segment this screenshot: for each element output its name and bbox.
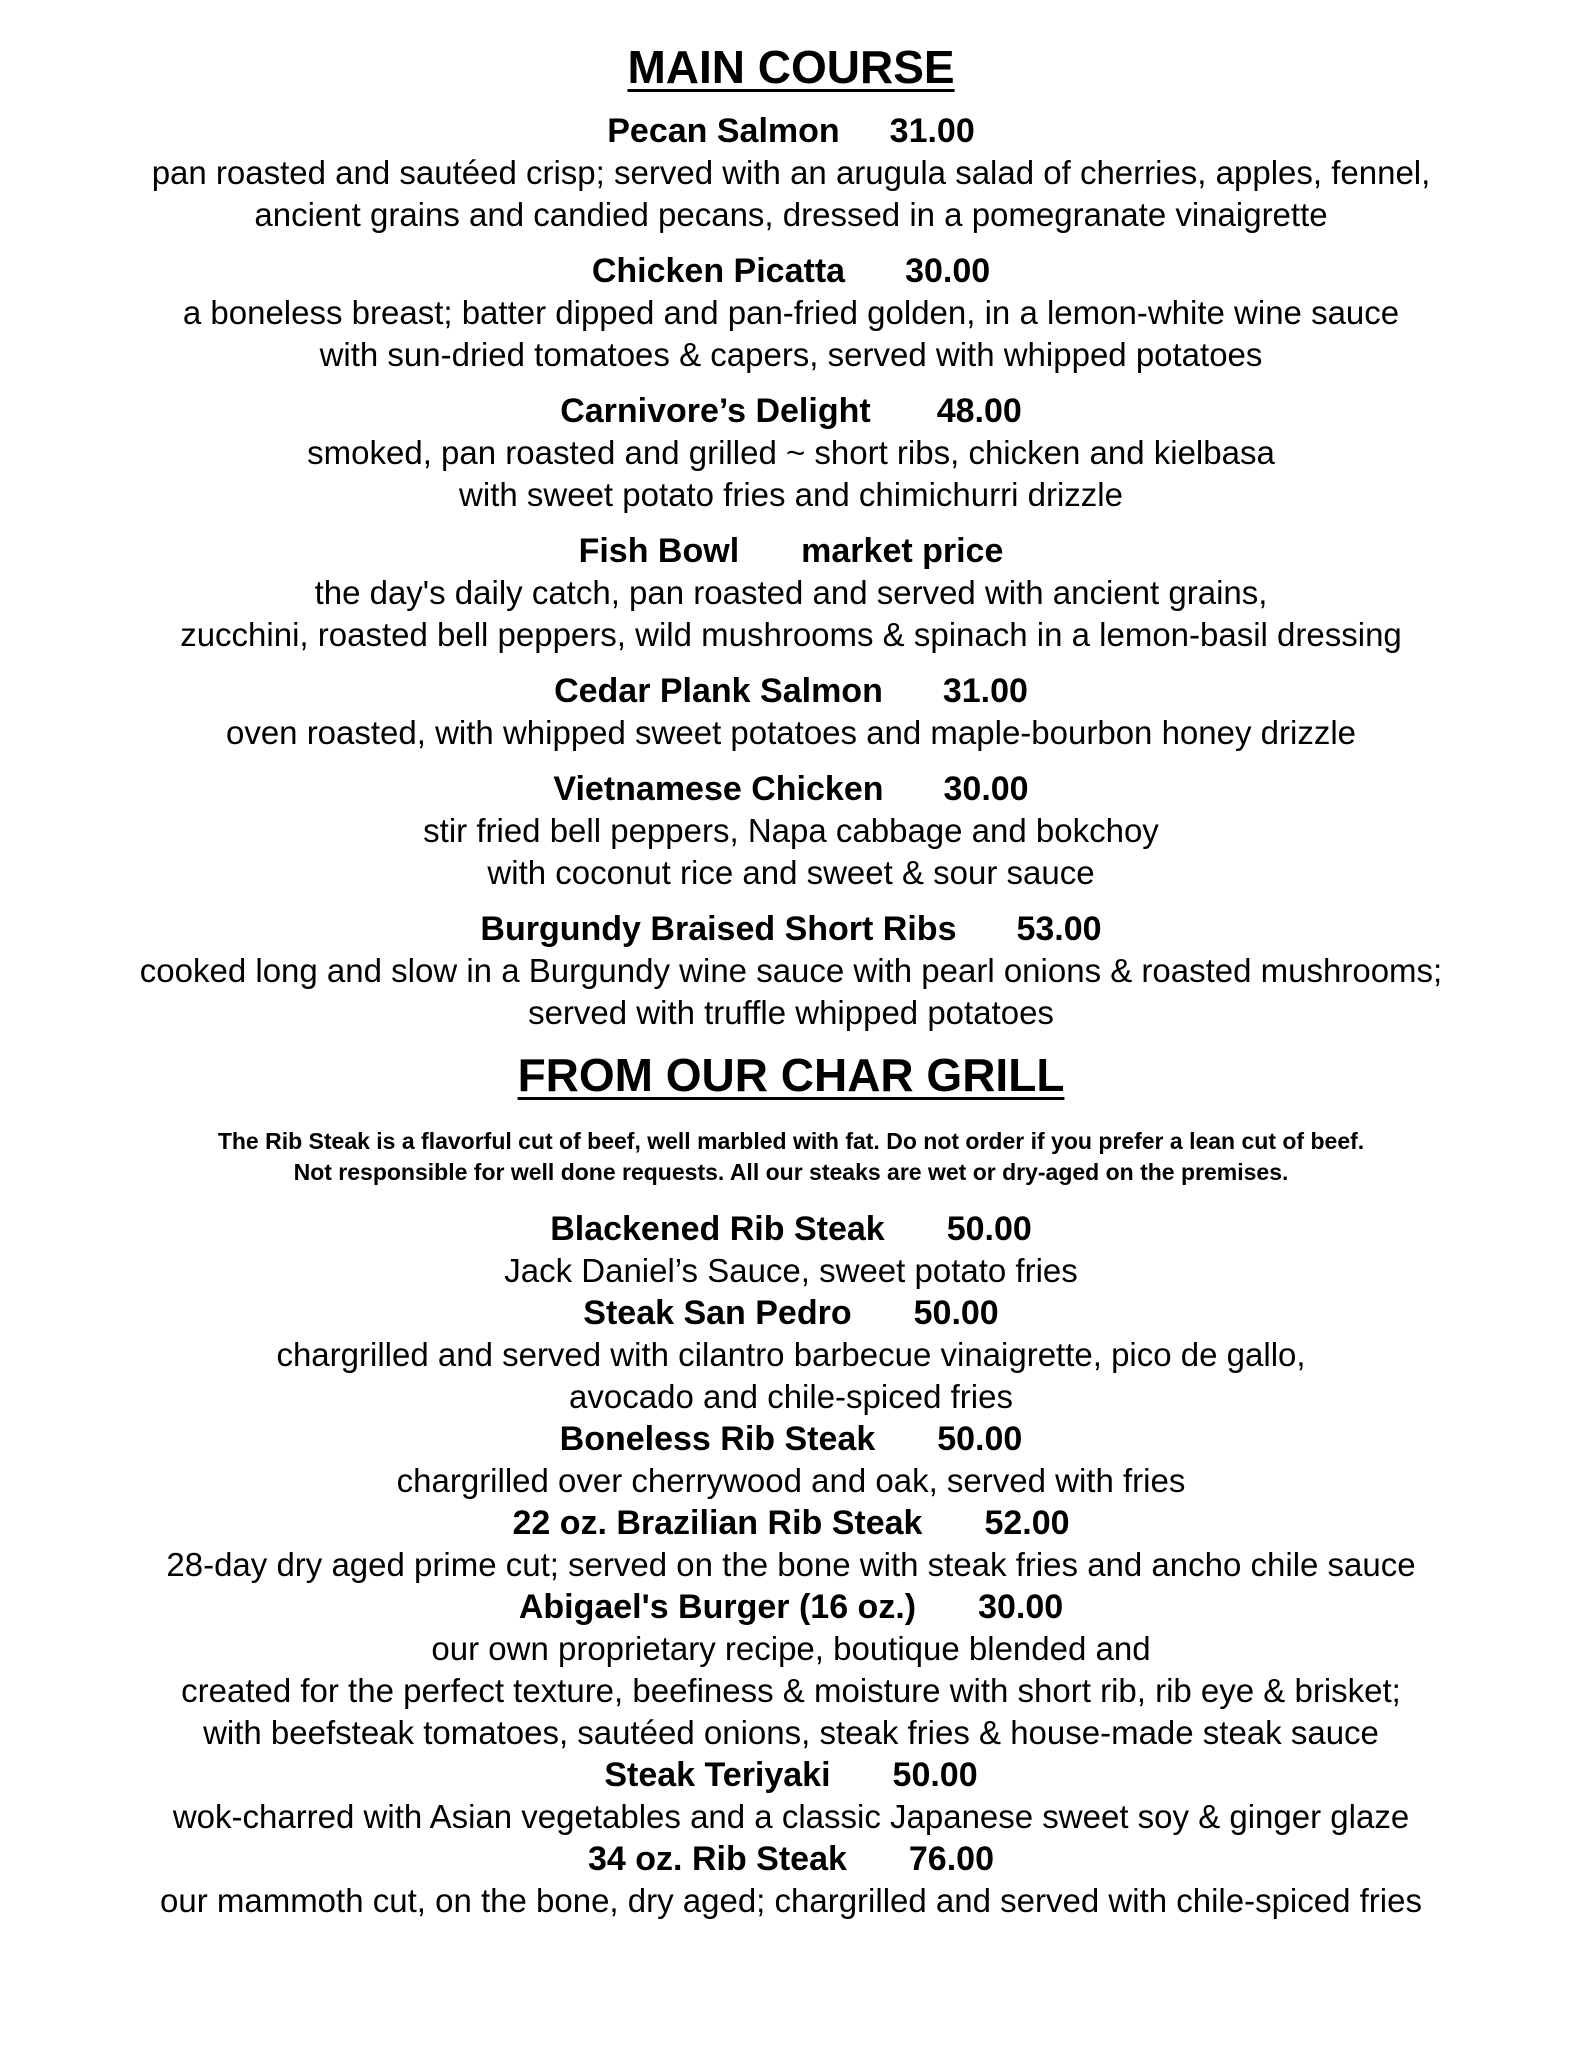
menu-item-header xyxy=(0,1586,1582,1628)
menu-item-name: Steak San Pedro xyxy=(583,1294,852,1332)
menu-item-description: created for the perfect texture, beefiness & moisture with short rib, rib eye & brisket; xyxy=(181,1672,1401,1709)
menu-item-price: market price xyxy=(801,532,1004,570)
menu-item-price: 31.00 xyxy=(942,672,1028,710)
menu-item-name: Chicken Picatta xyxy=(591,252,846,290)
menu-item-price: 53.00 xyxy=(1016,910,1102,948)
menu-item-name: 22 oz. Brazilian Rib Steak xyxy=(512,1504,923,1542)
menu-item-name: Pecan Salmon xyxy=(607,112,840,150)
menu-item xyxy=(0,1502,1582,1586)
menu-item-description: avocado and chile-spiced fries xyxy=(569,1378,1013,1415)
menu-item-name: 34 oz. Rib Steak xyxy=(588,1840,847,1878)
menu-item-name: Blackened Rib Steak xyxy=(550,1210,885,1248)
menu-item-description: pan roasted and sautéed crisp; served with an arugula salad of cherries, apples, fennel, xyxy=(151,154,1431,191)
menu-item-price: 50.00 xyxy=(946,1210,1032,1248)
section-title-main-course: MAIN COURSE xyxy=(627,41,955,93)
menu-item-description: ancient grains and candied pecans, dressed in a pomegranate vinaigrette xyxy=(254,196,1328,233)
menu-item-header xyxy=(0,670,1582,712)
menu-item-header xyxy=(0,110,1582,152)
menu-item xyxy=(0,1754,1582,1838)
menu-item-description: cooked long and slow in a Burgundy wine sauce with pearl onions & roasted mushrooms; xyxy=(139,952,1443,989)
menu-item-price: 31.00 xyxy=(889,112,975,150)
menu-item-price: 30.00 xyxy=(978,1588,1064,1626)
section-title-char-grill: FROM OUR CHAR GRILL xyxy=(517,1049,1065,1101)
menu-item-description: the day's daily catch, pan roasted and served with ancient grains, xyxy=(314,574,1268,611)
menu-item-header xyxy=(0,1754,1582,1796)
menu-item-description: our own proprietary recipe, boutique blended and xyxy=(431,1630,1151,1667)
menu-item-price: 52.00 xyxy=(984,1504,1070,1542)
menu-item-description: zucchini, roasted bell peppers, wild mushrooms & spinach in a lemon-basil dressing xyxy=(180,616,1402,653)
menu-item-header xyxy=(0,768,1582,810)
menu-item xyxy=(0,1838,1582,1922)
menu-item-price: 50.00 xyxy=(937,1420,1023,1458)
menu-item-price: 48.00 xyxy=(936,392,1022,430)
menu-item-description: stir fried bell peppers, Napa cabbage and bokchoy xyxy=(423,812,1159,849)
menu-item-description: smoked, pan roasted and grilled ~ short ribs, chicken and kielbasa xyxy=(307,434,1275,471)
menu-item xyxy=(0,670,1582,754)
menu-item xyxy=(0,530,1582,656)
menu-item-name: Boneless Rib Steak xyxy=(559,1420,876,1458)
menu-item-description: with sweet potato fries and chimichurri drizzle xyxy=(459,476,1123,513)
menu-item-name: Vietnamese Chicken xyxy=(553,770,884,808)
menu-item-name: Fish Bowl xyxy=(578,532,740,570)
menu-item-header xyxy=(0,1838,1582,1880)
menu-item-description: with beefsteak tomatoes, sautéed onions, steak fries & house-made steak sauce xyxy=(203,1714,1379,1751)
menu-item-header xyxy=(0,1502,1582,1544)
menu-item-description: Jack Daniel’s Sauce, sweet potato fries xyxy=(504,1252,1078,1289)
menu-item xyxy=(0,1418,1582,1502)
menu-item-description: a boneless breast; batter dipped and pan-fried golden, in a lemon-white wine sauce xyxy=(182,294,1400,331)
char-grill-list xyxy=(0,1208,1582,1922)
menu-item-name: Cedar Plank Salmon xyxy=(554,672,883,710)
menu-item-header xyxy=(0,908,1582,950)
menu-item-header xyxy=(0,530,1582,572)
notice-line: The Rib Steak is a flavorful cut of beef, well marbled with fat. Do not order if you prefer a lean cut of beef. xyxy=(217,1128,1365,1154)
menu-item-description: oven roasted, with whipped sweet potatoes and maple-bourbon honey drizzle xyxy=(225,714,1357,751)
menu-item xyxy=(0,250,1582,376)
menu-item-price: 76.00 xyxy=(908,1840,994,1878)
menu-item-description: with sun-dried tomatoes & capers, served with whipped potatoes xyxy=(319,336,1263,373)
menu-item-description: our mammoth cut, on the bone, dry aged; chargrilled and served with chile-spiced fries xyxy=(160,1882,1422,1919)
menu-item-description: wok-charred with Asian vegetables and a classic Japanese sweet soy & ginger glaze xyxy=(172,1798,1410,1835)
menu-item xyxy=(0,1208,1582,1292)
menu-item-header xyxy=(0,1292,1582,1334)
menu-item-description: chargrilled over cherrywood and oak, served with fries xyxy=(396,1462,1186,1499)
menu-item-description: 28-day dry aged prime cut; served on the bone with steak fries and ancho chile sauce xyxy=(166,1546,1416,1583)
menu-item-name: Steak Teriyaki xyxy=(604,1756,831,1794)
menu-item-description: served with truffle whipped potatoes xyxy=(528,994,1054,1031)
menu-item xyxy=(0,1292,1582,1418)
menu-item-header xyxy=(0,1418,1582,1460)
notice-line: Not responsible for well done requests. All our steaks are wet or dry-aged on the premises. xyxy=(293,1159,1289,1185)
menu-item xyxy=(0,390,1582,516)
menu-item-price: 30.00 xyxy=(905,252,991,290)
menu-item-description: chargrilled and served with cilantro barbecue vinaigrette, pico de gallo, xyxy=(276,1336,1306,1373)
menu-item-name: Burgundy Braised Short Ribs xyxy=(480,910,957,948)
menu-item-header xyxy=(0,390,1582,432)
menu-item-price: 50.00 xyxy=(913,1294,999,1332)
menu-item-name: Carnivore’s Delight xyxy=(560,392,871,430)
menu-item xyxy=(0,1586,1582,1754)
menu-item-description: with coconut rice and sweet & sour sauce xyxy=(487,854,1095,891)
main-course-list xyxy=(0,110,1582,1034)
menu-item-price: 50.00 xyxy=(892,1756,978,1794)
menu-item xyxy=(0,908,1582,1034)
menu-item-header xyxy=(0,1208,1582,1250)
menu-item-header xyxy=(0,250,1582,292)
menu-item-name: Abigael's Burger (16 oz.) xyxy=(518,1588,917,1626)
menu-item xyxy=(0,110,1582,236)
menu-item-price: 30.00 xyxy=(943,770,1029,808)
rib-steak-notice xyxy=(0,1126,1582,1188)
menu-item xyxy=(0,768,1582,894)
